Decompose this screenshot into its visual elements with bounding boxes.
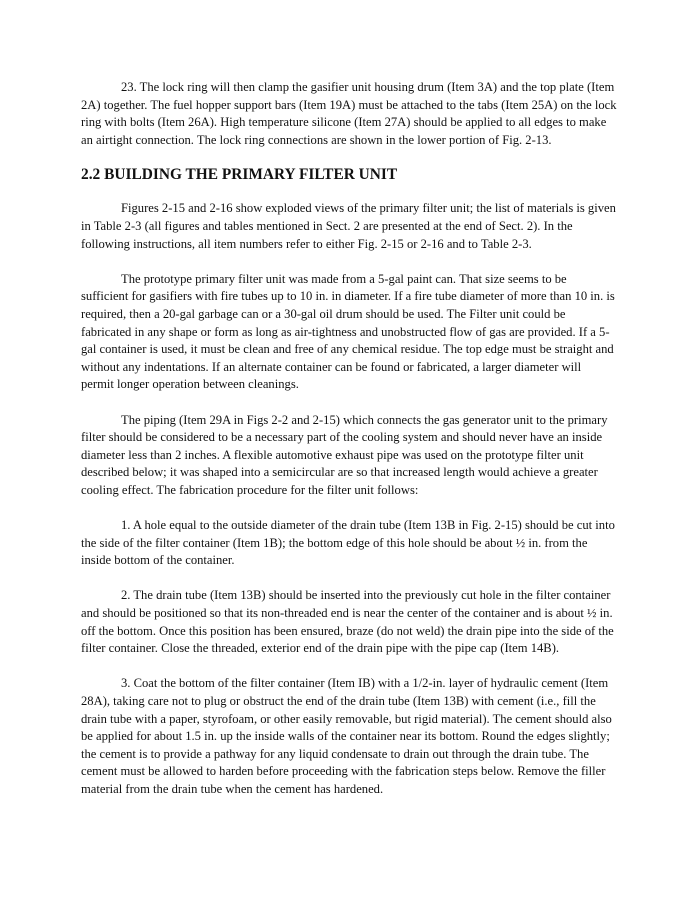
paragraph-step-1: 1. A hole equal to the outside diameter of the drain tube (Item 13B in Fig. 2-15) should be cut into the side of the filter container (Item 1B); the bottom edge of this hole should be about ½ in. from the inside bottom of the container. [81, 518, 615, 568]
paragraph-overview: Figures 2-15 and 2-16 show exploded views of the primary filter unit; the list of materials is given in Table 2-3 (all figures and tables mentioned in Sect. 2 are presented at the end of Sect. 2). In the following instructions, all item numbers refer to either Fig. 2-15 or 2-16 and to Table 2-3. [81, 201, 616, 251]
paragraph-step-23: 23. The lock ring will then clamp the gasifier unit housing drum (Item 3A) and the top plate (Item 2A) together. The fuel hopper support bars (Item 19A) must be attached to the tabs (Item 25A) on the lock ring with bolts (Item 26A). High temperature silicone (Item 27A) should be applied to all edges to make an airtight connection. The lock ring connections are shown in the lower portion of Fig. 2-13. [81, 80, 617, 147]
paragraph-prototype: The prototype primary filter unit was made from a 5-gal paint can. That size seems to be sufficient for gasifiers with fire tubes up to 10 in. in diameter. If a fire tube diameter of more than 10 in. is required, then a 20-gal garbage can or a 30-gal oil drum should be used. The Filter unit could be fabricated in any shape or form as long as air-tightness and unobstructed flow of gas are provided. If a 5-gal container is used, it must be clean and free of any chemical residue. The top edge must be straight and without any indentations. If an alternate container can be found or fabricated, a larger diameter will permit longer operation between cleanings. [81, 271, 615, 392]
paragraph-piping: The piping (Item 29A in Figs 2-2 and 2-15) which connects the gas generator unit to the primary filter should be considered to be a necessary part of the cooling system and should never have an inside diameter less than 2 inches. A flexible automotive exhaust pipe was used on the prototype filter unit described below; it was shaped into a semicircular are so that increased length would achieve a greater cooling effect. The fabrication procedure for the filter unit follows: [81, 412, 608, 497]
section-heading: 2.2 BUILDING THE PRIMARY FILTER UNIT [81, 166, 398, 184]
paragraph-step-2: 2. The drain tube (Item 13B) should be inserted into the previously cut hole in the filter container and should be positioned so that its non-threaded end is near the center of the container and is about ½ in. off the bottom. Once this position has been ensured, braze (do not weld) the drain pipe into the side of the filter container. Close the threaded, exterior end of the drain pipe with the pipe cap (Item 14B). [81, 588, 614, 656]
paragraph-step-3: 3. Coat the bottom of the filter container (Item IB) with a 1/2-in. layer of hydraulic cement (Item 28A), taking care not to plug or obstruct the end of the drain tube (Item 13B) with cement (i.e., fill the drain tube with a paper, styrofoam, or other easily removable, but rigid material). The cement should also be applied for about 1.5 in. up the inside walls of the container near its bottom. Round the edges slightly; the cement is to provide a pathway for any liquid condensate to drain out through the drain tube. The cement must be allowed to harden before proceeding with the fabrication steps below. Remove the filler material from the drain tube when the cement has hardened. [81, 676, 612, 796]
page-body [81, 79, 617, 799]
